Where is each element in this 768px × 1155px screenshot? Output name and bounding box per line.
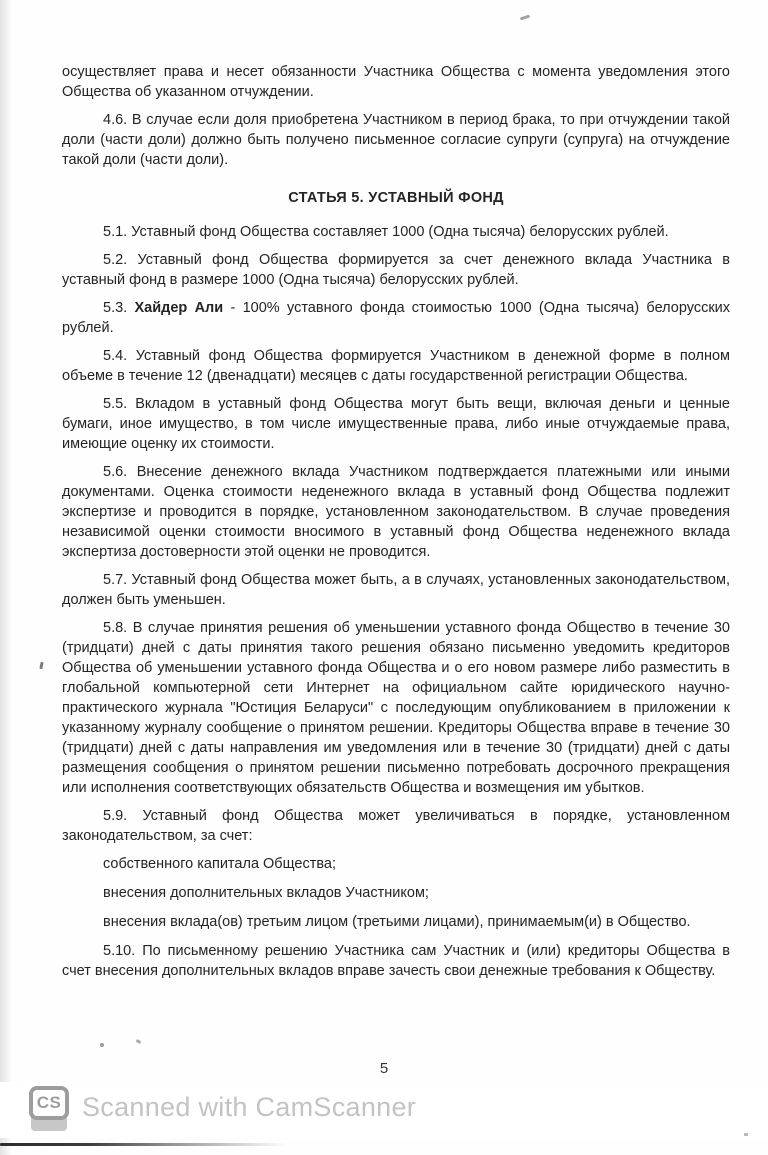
paragraph-5-9: 5.9. Уставный фонд Общества может увеличиваться в порядке, установленном законодательством, за счет: bbox=[62, 808, 730, 844]
paragraph-5-4: 5.4. Уставный фонд Общества формируется Участником в денежной форме в полном объеме в течение 12 (двенадцати) месяцев с даты государственной регистрации Общества. bbox=[62, 348, 730, 384]
paragraph-5-10: 5.10. По письменному решению Участника сам Участник и (или) кредиторы Общества в счет внесения дополнительных вкладов вправе зачесть свои денежные требования к Обществу. bbox=[62, 943, 730, 979]
paragraph-5-3-number: 5.3. bbox=[103, 300, 128, 316]
paragraph-5-2: 5.2. Уставный фонд Общества формируется за счет денежного вклада Участника в уставный фонд в размере 1000 (Одна тысяча) белорусских рублей. bbox=[62, 252, 730, 288]
list-item-additional-deposits: внесения дополнительных вкладов Участником; bbox=[103, 885, 429, 901]
camscanner-watermark-text: Scanned with CamScanner bbox=[82, 1092, 417, 1122]
paragraph-5-5: 5.5. Вкладом в уставный фонд Общества могут быть вещи, включая деньги и ценные бумаги, иное имущество, в том числе имущественные права, либо иные отчуждаемые права, имеющие оценку их стоимости. bbox=[62, 396, 730, 452]
participant-name: Хайдер Али bbox=[134, 300, 224, 316]
scan-speck bbox=[39, 662, 43, 669]
paragraph-5-1: 5.1. Уставный фонд Общества составляет 1000 (Одна тысяча) белорусских рублей. bbox=[103, 224, 669, 240]
paragraph-5-3-text: - 100% уставного фонда стоимостью 1000 (Одна тысяча) белорусских рублей. bbox=[62, 300, 730, 336]
paragraph-continuation: осуществляет права и несет обязанности Участника Общества с момента уведомления этого Общества об указанном отчуждении. bbox=[62, 64, 730, 100]
scan-speck bbox=[520, 15, 530, 21]
scan-speck bbox=[744, 1133, 748, 1136]
camscanner-logo-badge: CS bbox=[29, 1086, 69, 1120]
scan-speck bbox=[100, 1043, 104, 1047]
list-item-third-party-deposits: внесения вклада(ов) третьим лицом (третьими лицами), принимаемым(и) в Общество. bbox=[103, 914, 691, 930]
document-body bbox=[62, 62, 730, 1050]
camscanner-logo-icon bbox=[29, 1086, 69, 1131]
list-item-own-capital: собственного капитала Общества; bbox=[103, 856, 336, 872]
scan-edge-shadow bbox=[0, 0, 12, 1155]
paragraph-5-6: 5.6. Внесение денежного вклада Участником подтверждается платежными или иными документами. Оценка стоимости неденежного вклада в уставный фонд Общества подлежит экспертизе и проводится в порядке, установленном законодательством. В случае проведения независимой оценки стоимости вносимого в уставный фонд Общества неденежного вклада экспертиза достоверности этой оценки не проводится. bbox=[62, 464, 730, 560]
scan-artifact-line bbox=[0, 1143, 295, 1146]
paragraph-4-6: 4.6. В случае если доля приобретена Участником в период брака, то при отчуждении такой доли (части доли) должно быть получено письменное согласие супруги (супруга) на отчуждение такой доли (части доли). bbox=[62, 112, 730, 168]
paragraph-5-7: 5.7. Уставный фонд Общества может быть, а в случаях, установленных законодательством, должен быть уменьшен. bbox=[62, 572, 730, 608]
article-5-heading: СТАТЬЯ 5. УСТАВНЫЙ ФОНД bbox=[288, 190, 504, 206]
page-number: 5 bbox=[379, 1060, 389, 1077]
paragraph-5-3 bbox=[62, 298, 730, 338]
camscanner-footer bbox=[0, 1082, 768, 1138]
paragraph-5-8: 5.8. В случае принятия решения об уменьшении уставного фонда Общество в течение 30 (тридцати) дней с даты принятия такого решения обязано письменно уведомить кредиторов Общества об уменьшении уставного фонда Общества и о его новом размере либо разместить в глобальной компьютерной сети Интернет на официальном сайте юридического научно-практического журнала "Юстиция Беларуси" с последующим опубликованием в приложении к указанному журналу сообщение о принятом решении. Кредиторы Общества вправе в течение 30 (тридцати) дней с даты направления им уведомления или в течение 30 (тридцати) дней с даты размещения сообщения о принятом решении письменно потребовать досрочного прекращения или исполнения соответствующих обязательств Общества и возмещения им убытков. bbox=[62, 620, 730, 796]
